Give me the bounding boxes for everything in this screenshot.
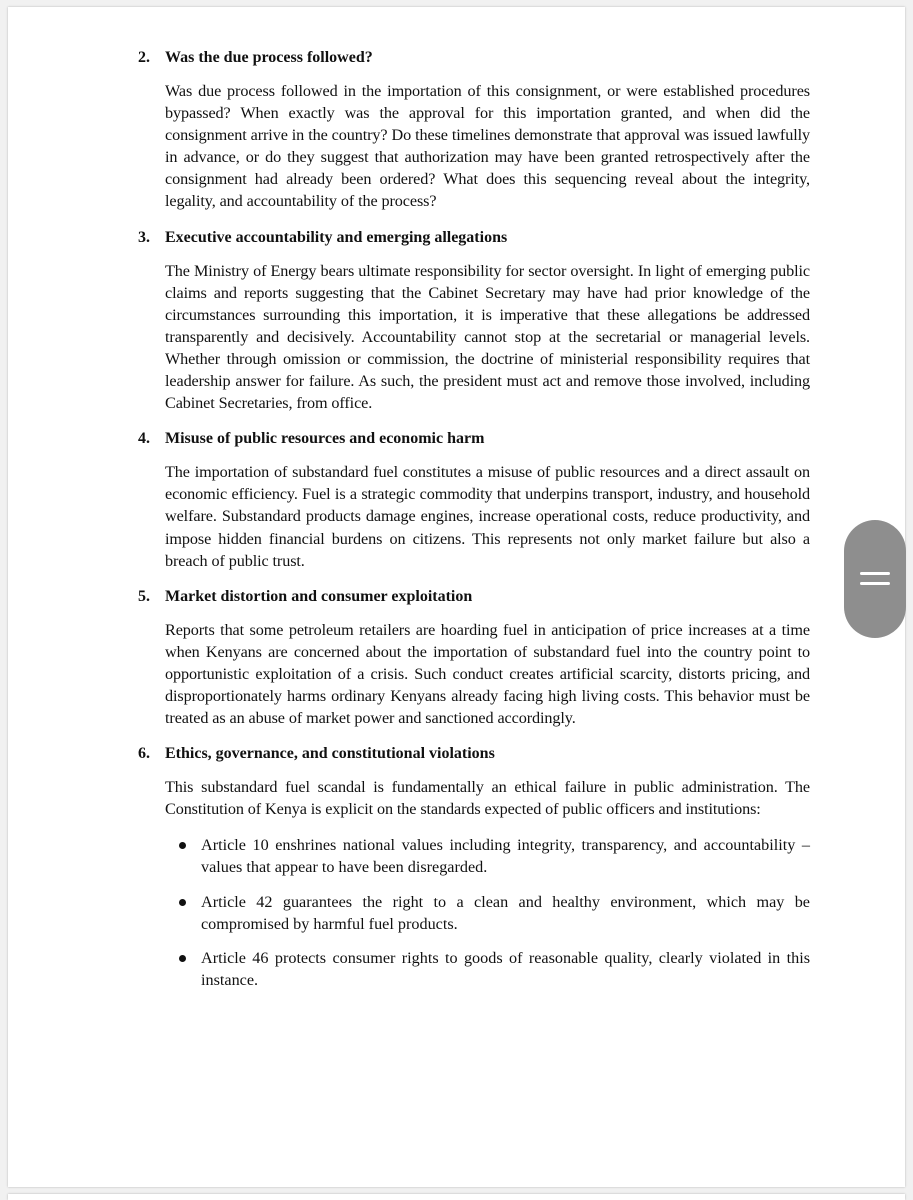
document-content [138, 47, 810, 1005]
bullet-icon [138, 947, 201, 991]
section-body: Reports that some petroleum retailers are hoarding fuel in anticipation of price increases at a time when Kenyans are concerned about the importation of substandard fuel into the country point to opportunistic exploitation of a crisis. Such conduct creates artificial scarcity, distorts pricing, and disproportionately harms ordinary Kenyans already facing high living costs. This behavior must be treated as an abuse of market power and sanctioned accordingly. [165, 620, 810, 728]
section-number: 4. [138, 430, 150, 448]
section-heading [138, 586, 810, 608]
section-heading [138, 428, 810, 450]
section-3 [138, 227, 810, 415]
list-item-text: Article 42 guarantees the right to a clean and healthy environment, which may be compromised by harmful fuel products. [201, 892, 810, 933]
section-number: 6. [138, 745, 150, 763]
section-4 [138, 428, 810, 571]
section-number: 5. [138, 587, 150, 605]
list-item [138, 834, 810, 878]
section-body: This substandard fuel scandal is fundamentally an ethical failure in public administration. The Constitution of Kenya is explicit on the standards expected of public officers and institutions: [165, 778, 810, 819]
section-title: Executive accountability and emerging allegations [165, 228, 508, 246]
section-title: Misuse of public resources and economic harm [165, 430, 485, 448]
list-item [138, 947, 810, 991]
article-list [138, 834, 810, 991]
section-title: Market distortion and consumer exploitation [165, 587, 473, 605]
section-number: 2. [138, 49, 150, 66]
drag-handle-icon [860, 582, 890, 585]
section-number: 3. [138, 228, 150, 246]
list-item-text: Article 46 protects consumer rights to goods of reasonable quality, clearly violated in this instance. [201, 948, 810, 989]
section-heading [138, 743, 810, 765]
section-title: Ethics, governance, and constitutional violations [165, 745, 495, 763]
scroll-handle[interactable] [844, 520, 906, 638]
section-body: Was due process followed in the importation of this consignment, or were established procedures bypassed? When exactly was the approval for this importation granted, and when did the consignment arrive in the country? Do these timelines demonstrate that approval was issued lawfully in advance, or do they suggest that authorization may have been granted retrospectively after the consignment had already been ordered? What does this sequencing reveal about the integrity, legality, and accountability of the process? [165, 82, 810, 211]
section-heading [138, 47, 810, 69]
section-6 [138, 743, 810, 991]
section-heading [138, 227, 810, 249]
bullet-icon [138, 834, 201, 878]
list-item [138, 891, 810, 935]
next-page-edge [8, 1194, 905, 1200]
section-5 [138, 586, 810, 729]
section-2 [138, 47, 810, 213]
section-body: The Ministry of Energy bears ultimate responsibility for sector oversight. In light of emerging public claims and reports suggesting that the Cabinet Secretary may have had prior knowledge of the circumstances surrounding this importation, it is imperative that these allegations be addressed transparently and decisively. Accountability cannot stop at the secretarial or managerial levels. Whether through omission or commission, the doctrine of ministerial responsibility requires that leadership answer for failure. As such, the president must act and remove those involved, including Cabinet Secretaries, from office. [165, 261, 810, 413]
bullet-icon [138, 891, 201, 935]
list-item-text: Article 10 enshrines national values including integrity, transparency, and accountability – values that appear to have been disregarded. [201, 836, 810, 877]
section-title: Was the due process followed? [165, 49, 373, 66]
section-body: The importation of substandard fuel constitutes a misuse of public resources and a direct assault on economic efficiency. Fuel is a strategic commodity that underpins transport, industry, and household welfare. Substandard products damage engines, increase operational costs, reduce productivity, and impose hidden financial burdens on citizens. This represents not only market failure but also a breach of public trust. [165, 463, 810, 570]
document-page [8, 7, 905, 1187]
drag-handle-icon [860, 572, 890, 575]
